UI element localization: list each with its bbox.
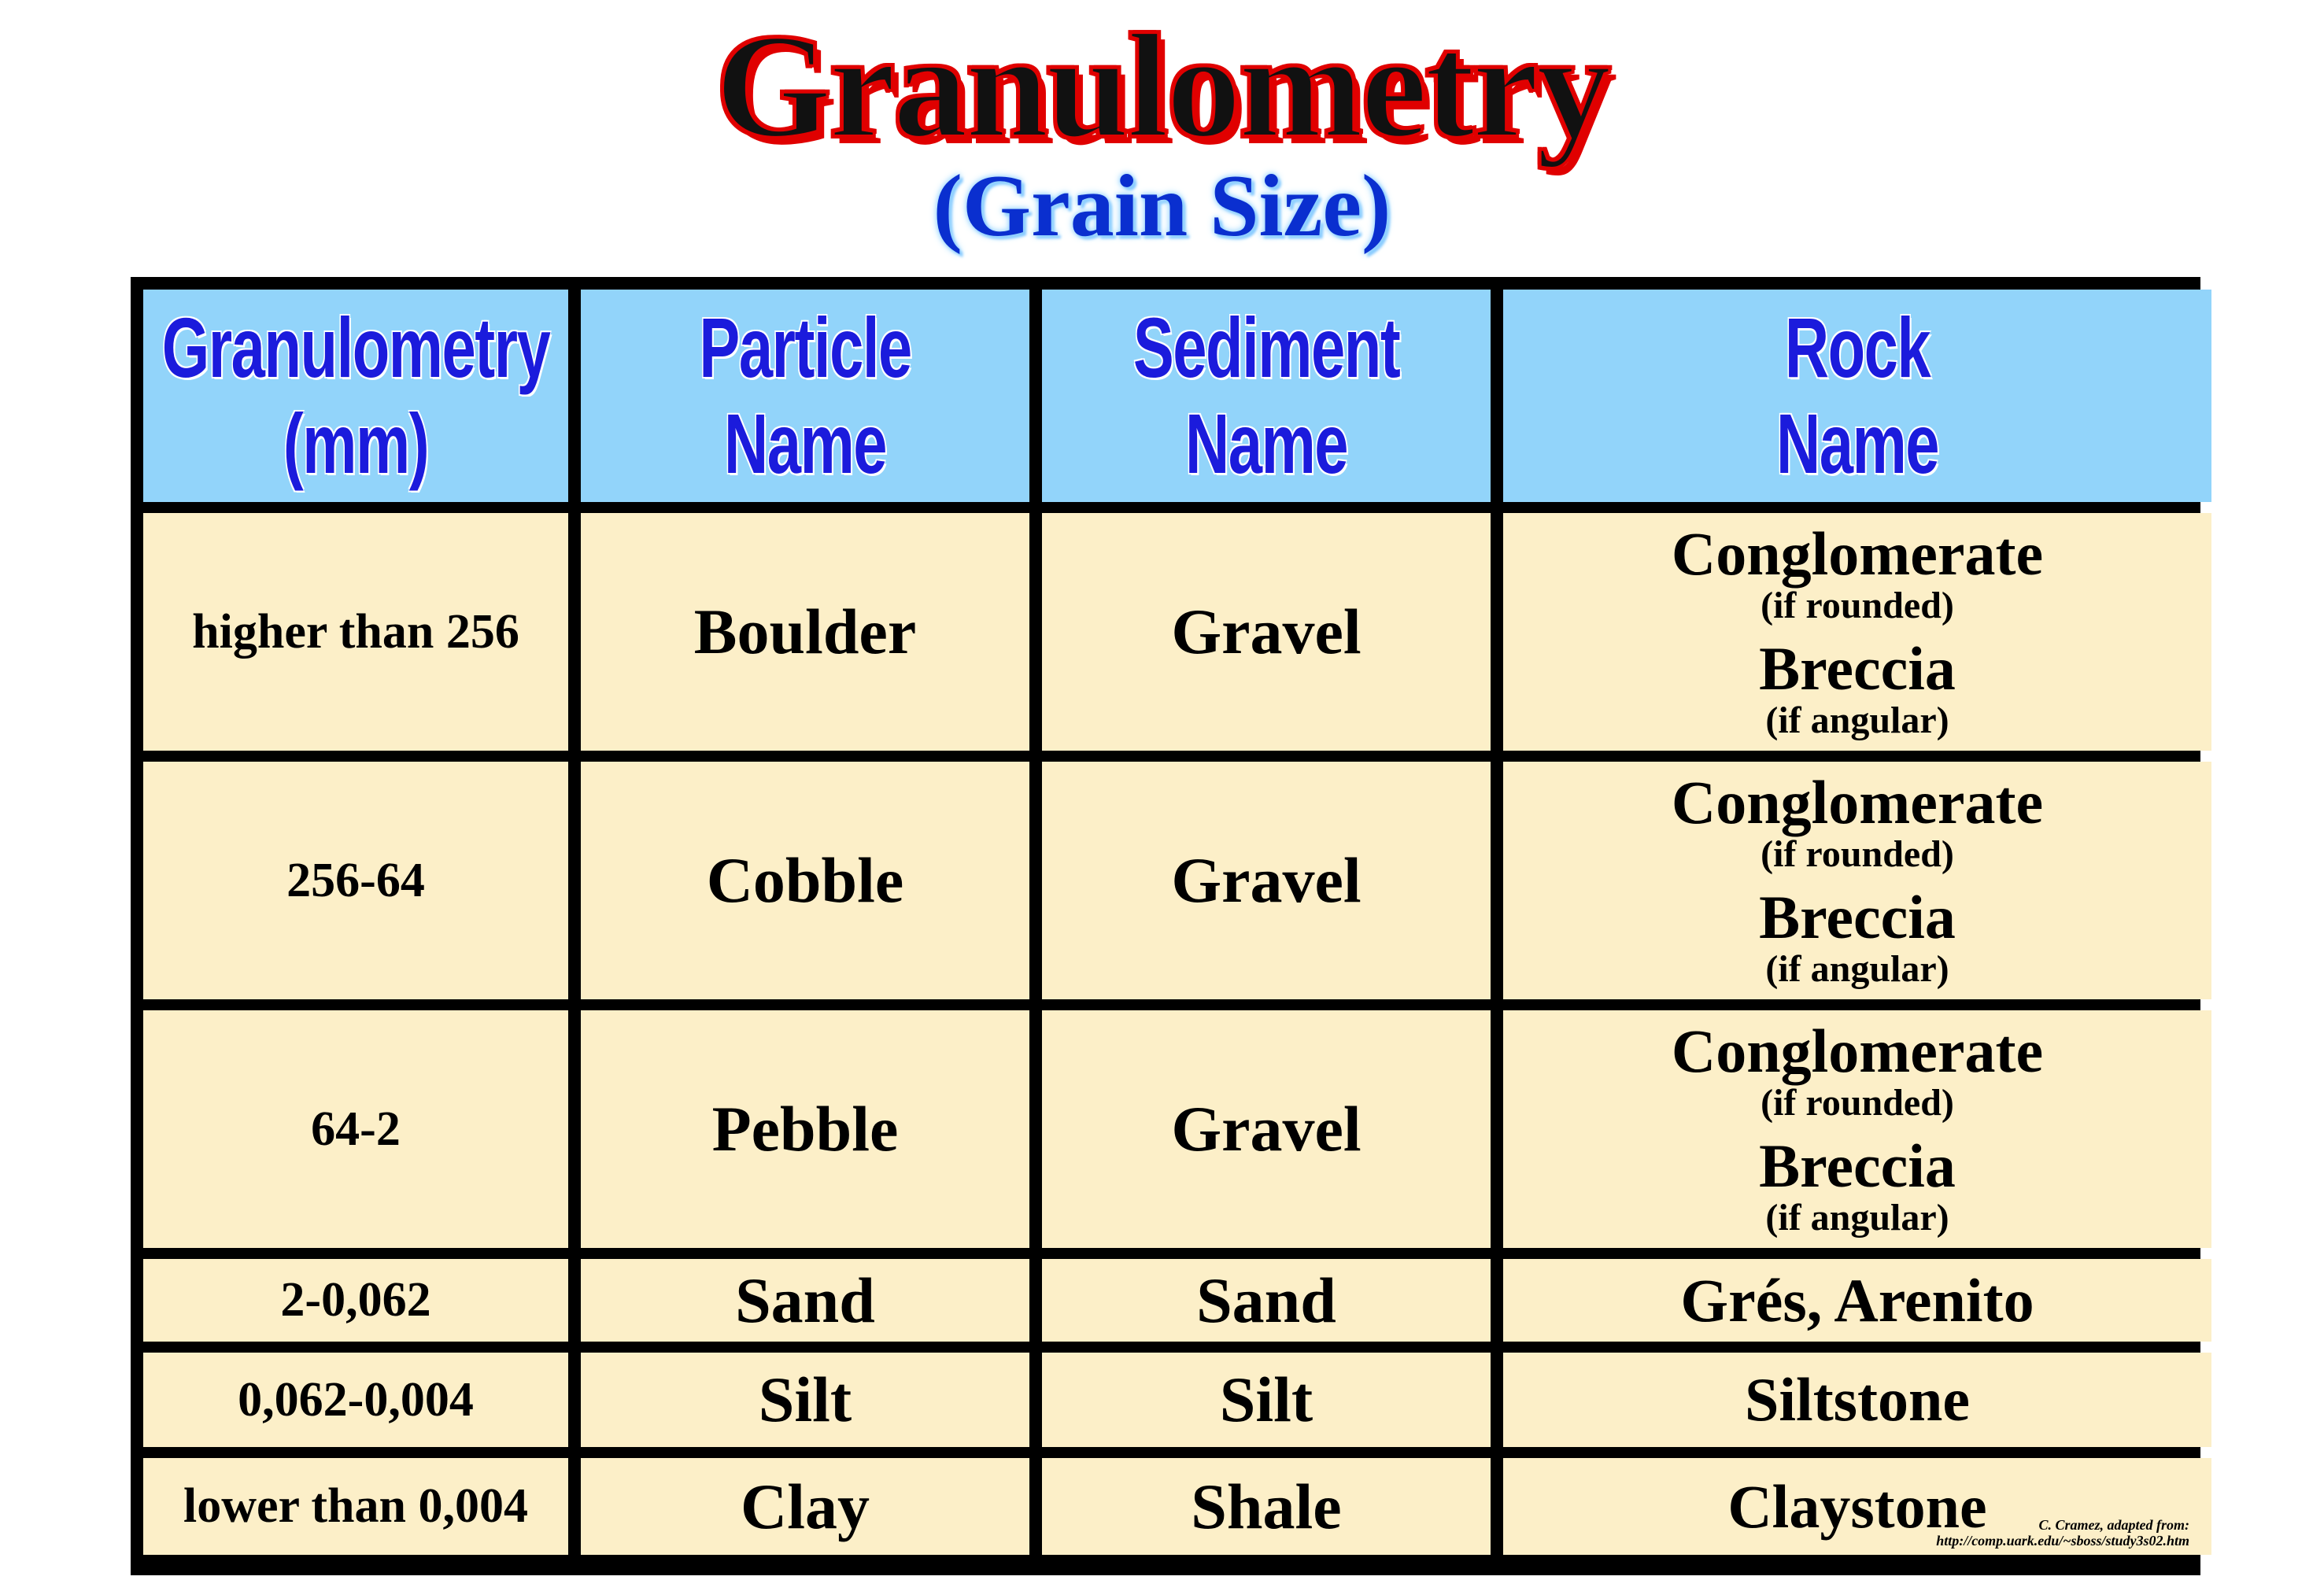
rock-note-angular: (if angular) [1765,700,1949,741]
sediment-cell-boulder: Gravel [1042,513,1491,751]
header-rock-line1: Rock [1784,300,1931,395]
particle-cell-clay: Clay [581,1458,1029,1555]
rock-cell-boulder [1503,513,2211,751]
particle-cell-sand: Sand [581,1259,1029,1342]
page-title: Granulometry [715,4,1609,169]
grain-size-table [131,277,2200,1575]
size-cell-sand: 2-0,062 [143,1259,568,1342]
particle-cell-boulder: Boulder [581,513,1029,751]
sediment-cell-pebble: Gravel [1042,1010,1491,1248]
rock-name-angular: Breccia [1759,1131,1956,1200]
rock-cell-clay [1503,1458,2211,1555]
header-particle-line2: Name [723,396,887,491]
rock-name-angular: Breccia [1759,634,1956,703]
rock-name-angular: Breccia [1759,883,1956,951]
size-cell-pebble: 64-2 [143,1010,568,1248]
sediment-cell-clay: Shale [1042,1458,1491,1555]
rock-cell-sand: Grés, Arenito [1503,1259,2211,1342]
sediment-cell-sand: Sand [1042,1259,1491,1342]
particle-cell-silt: Silt [581,1353,1029,1447]
header-particle-line1: Particle [699,300,911,395]
particle-cell-pebble: Pebble [581,1010,1029,1248]
header-sediment-line1: Sediment [1132,300,1400,395]
size-cell-clay: lower than 0,004 [143,1458,568,1555]
rock-name-clay: Claystone [1727,1471,1987,1541]
size-cell-silt: 0,062-0,004 [143,1353,568,1447]
rock-cell-pebble [1503,1010,2211,1248]
header-granulometry-line2: (mm) [283,396,429,491]
rock-note-angular: (if angular) [1765,1197,1949,1239]
header-sediment-line2: Name [1184,396,1348,491]
source-credit [1936,1517,2189,1549]
rock-note-angular: (if angular) [1765,948,1949,990]
header-rock-line2: Name [1775,396,1939,491]
rock-name-rounded: Conglomerate [1671,519,2044,588]
size-cell-boulder: higher than 256 [143,513,568,751]
rock-name-rounded: Conglomerate [1671,1017,2044,1085]
rock-cell-cobble [1503,762,2211,999]
credit-url: http://comp.uark.edu/~sboss/study3s02.htm [1936,1533,2189,1549]
rock-name-rounded: Conglomerate [1671,768,2044,836]
particle-cell-cobble: Cobble [581,762,1029,999]
rock-note-rounded: (if rounded) [1761,1082,1954,1124]
header-granulometry [143,290,568,502]
sediment-cell-silt: Silt [1042,1353,1491,1447]
sediment-cell-cobble: Gravel [1042,762,1491,999]
page-subtitle: (Grain Size) [933,157,1391,255]
size-cell-cobble: 256-64 [143,762,568,999]
rock-note-rounded: (if rounded) [1761,585,1954,626]
header-granulometry-line1: Granulometry [161,300,550,395]
header-rock-name [1503,290,2211,502]
header-particle-name [581,290,1029,502]
header-sediment-name [1042,290,1491,502]
credit-author: C. Cramez, adapted from: [2038,1517,2189,1533]
rock-note-rounded: (if rounded) [1761,833,1954,875]
rock-cell-silt: Siltstone [1503,1353,2211,1447]
